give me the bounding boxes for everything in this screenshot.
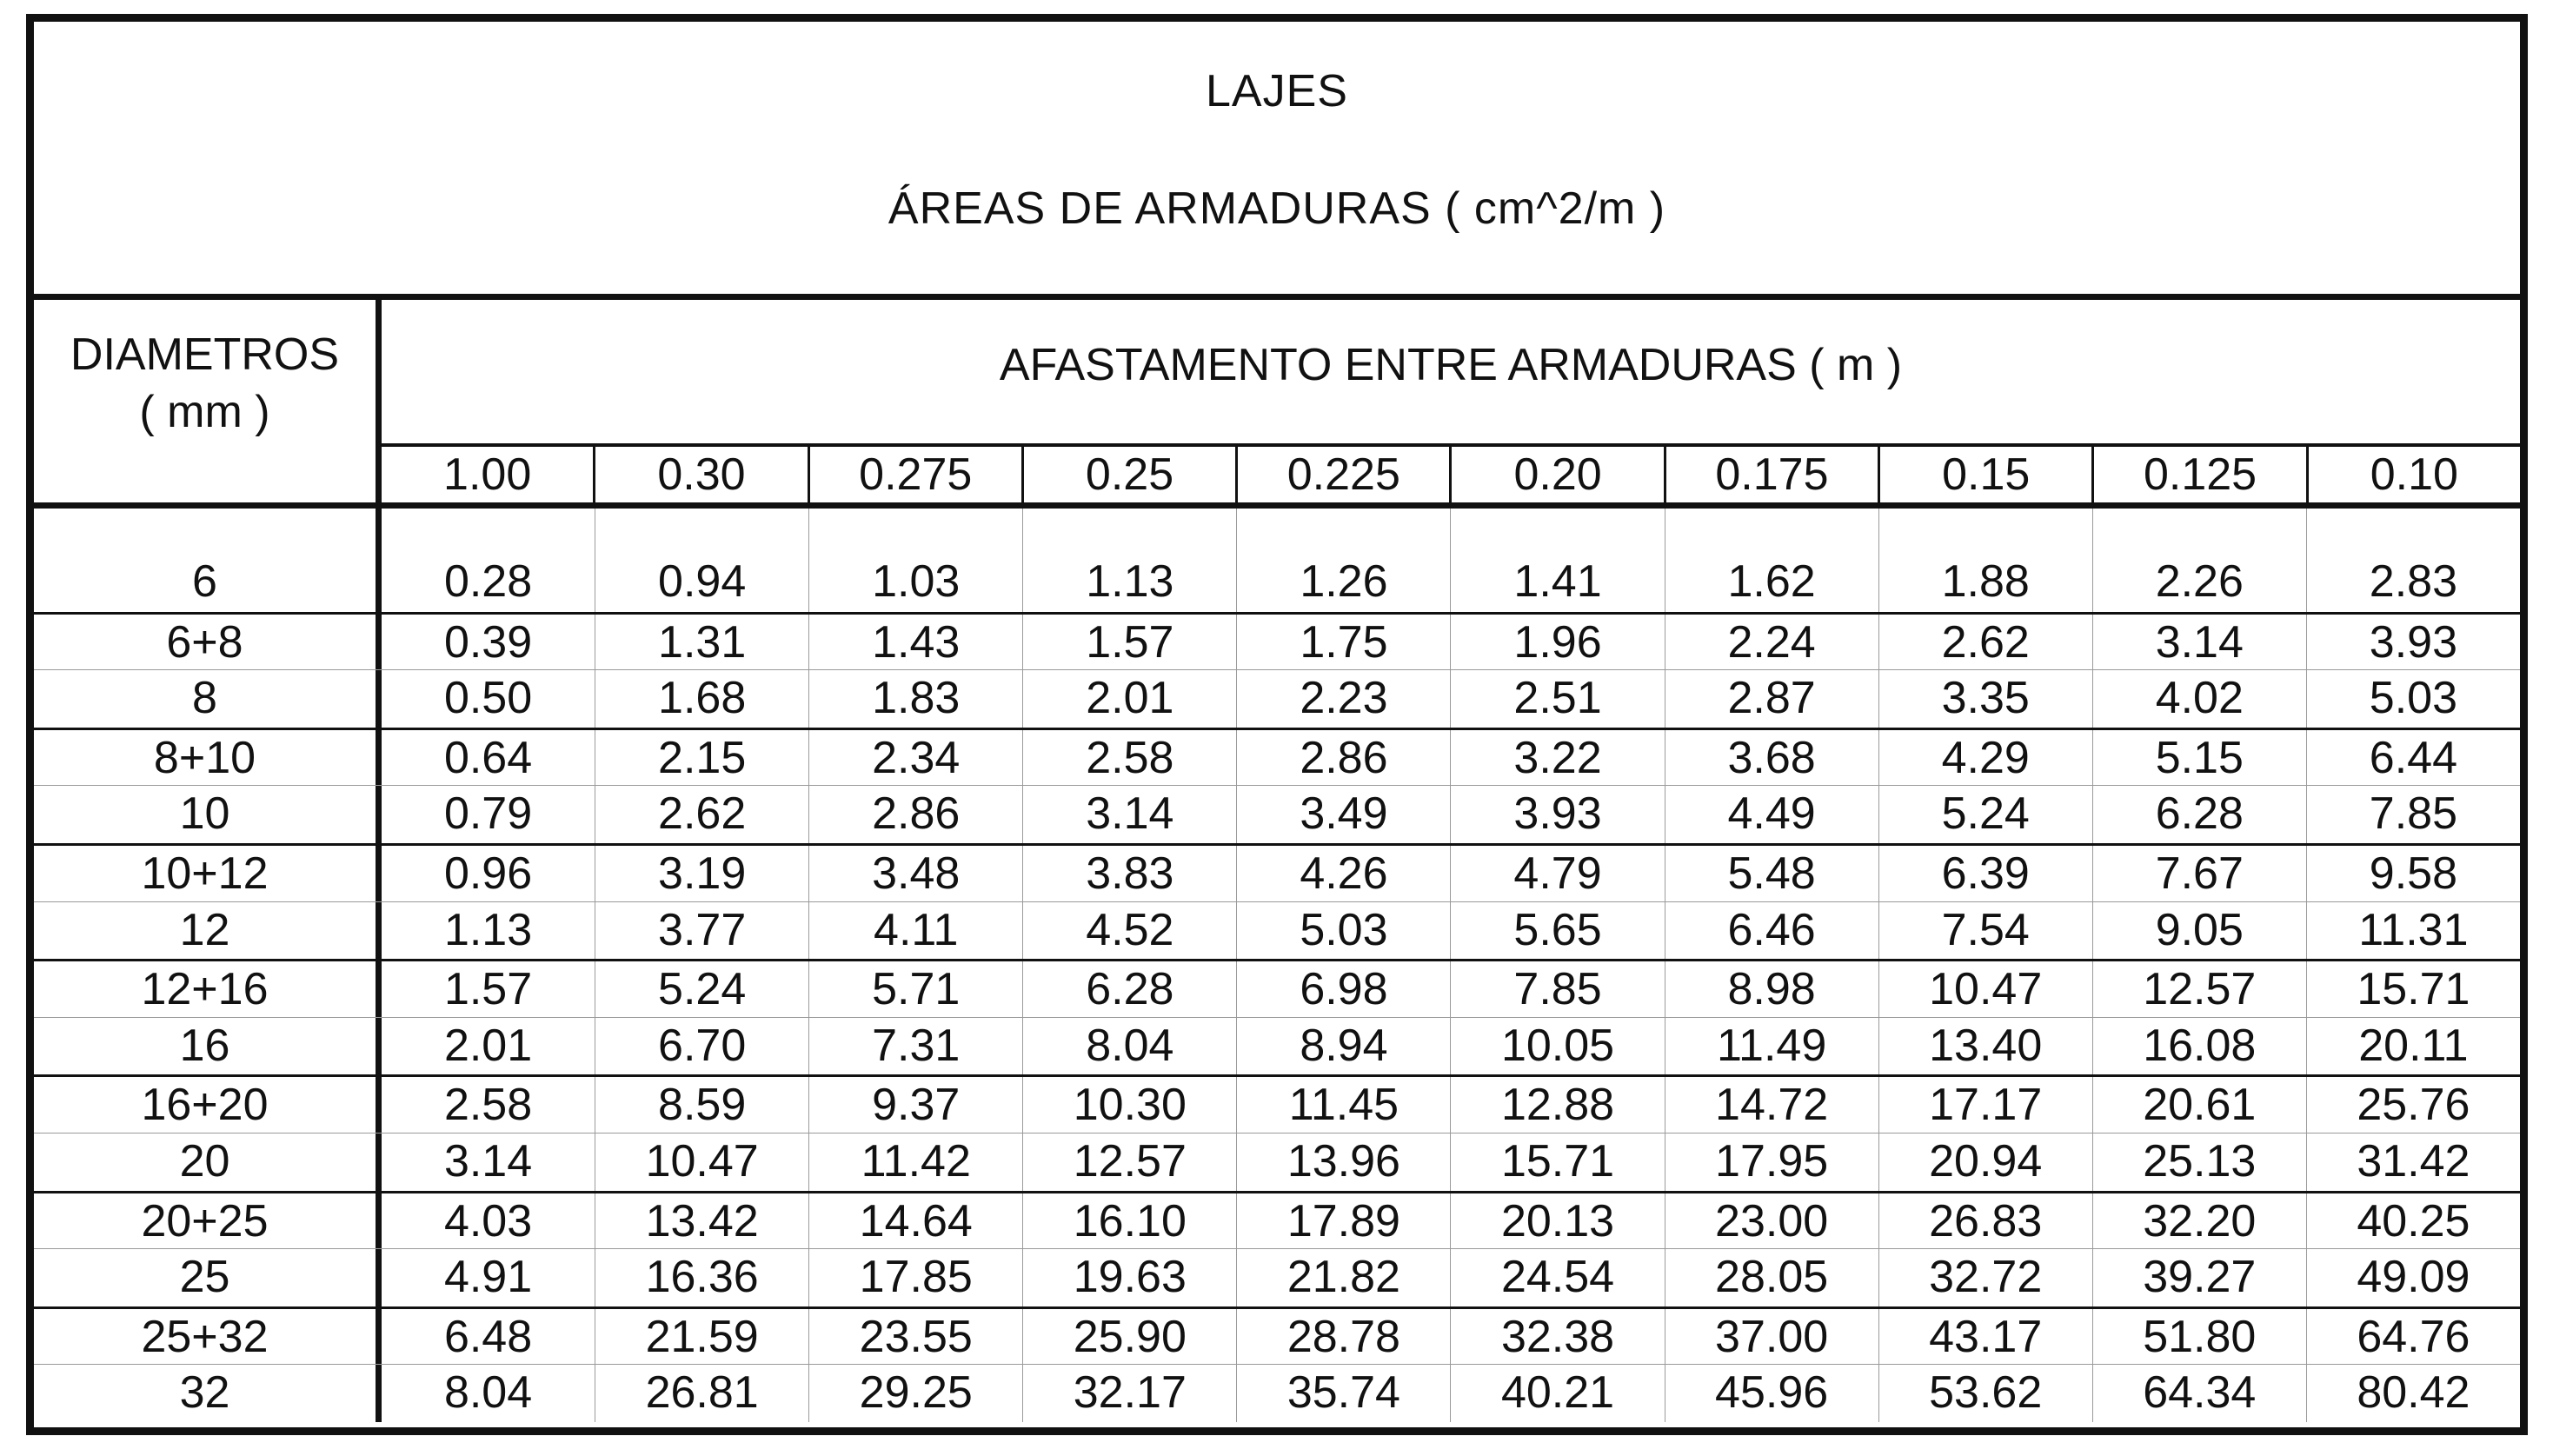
area-value-cell: 23.55 <box>808 1309 1022 1365</box>
reinforcement-area-table <box>26 14 2528 1435</box>
diameter-cell: 12+16 <box>34 961 382 1017</box>
area-value-cell: 32.20 <box>2092 1193 2306 1249</box>
area-value-cell: 14.64 <box>808 1193 1022 1249</box>
area-value-cell: 3.93 <box>2306 615 2520 670</box>
spacer-cell <box>2092 509 2306 554</box>
area-value-cell: 6.48 <box>443 1311 533 1362</box>
table-row <box>34 959 2520 1017</box>
table-row <box>34 901 2520 960</box>
table-body <box>34 509 2520 1422</box>
diameter-cell: 20+25 <box>34 1193 382 1249</box>
table-row <box>34 785 2520 843</box>
area-value-cell: 1.57 <box>443 964 533 1015</box>
area-value-cell: 1.68 <box>595 670 808 728</box>
area-value-cell: 7.54 <box>1878 902 2092 960</box>
area-value-cell: 10.05 <box>1450 1018 1664 1075</box>
diameter-cell: 10 <box>34 786 382 843</box>
area-value-cell: 0.96 <box>443 848 533 899</box>
area-value-cell: 20.61 <box>2092 1077 2306 1133</box>
area-value-cell: 49.09 <box>2306 1249 2520 1306</box>
area-value-cell: 11.45 <box>1236 1077 1450 1133</box>
area-value-cell: 25.76 <box>2306 1077 2520 1133</box>
area-value-cell: 2.15 <box>595 730 808 786</box>
area-value-cell: 13.42 <box>595 1193 808 1249</box>
spacer-cell <box>595 509 808 554</box>
area-value-cell: 3.48 <box>808 846 1022 901</box>
area-value-cell: 1.57 <box>1022 615 1236 670</box>
area-value-cell: 35.74 <box>1236 1365 1450 1422</box>
area-value-cell: 26.81 <box>595 1365 808 1422</box>
area-value-cell: 43.17 <box>1878 1309 2092 1365</box>
spacing-header-cell: 0.125 <box>2091 447 2305 502</box>
area-value-cell: 3.77 <box>595 902 808 960</box>
area-value-cell: 2.58 <box>1022 730 1236 786</box>
spacing-header-cell: 0.15 <box>1878 447 2091 502</box>
area-value-cell: 37.00 <box>1665 1309 1878 1365</box>
area-value-cell: 28.78 <box>1236 1309 1450 1365</box>
diameter-cell: 16 <box>34 1018 382 1075</box>
area-value-cell: 2.26 <box>2092 554 2306 612</box>
diameter-cell: 25+32 <box>34 1309 382 1365</box>
area-value-cell: 3.14 <box>2092 615 2306 670</box>
area-value-cell: 64.76 <box>2306 1309 2520 1365</box>
area-value-cell: 1.13 <box>443 904 533 955</box>
diameter-header-unit: ( mm ) <box>139 387 270 437</box>
area-value-cell: 6.28 <box>1022 961 1236 1017</box>
area-value-cell: 23.00 <box>1665 1193 1878 1249</box>
area-value-cell: 1.83 <box>808 670 1022 728</box>
table-row <box>34 1074 2520 1133</box>
area-value-cell: 8.04 <box>443 1367 533 1419</box>
diameter-cell: 12 <box>34 902 382 960</box>
area-value-cell: 2.86 <box>808 786 1022 843</box>
area-value-cell: 16.08 <box>2092 1018 2306 1075</box>
table-row <box>34 1017 2520 1075</box>
area-value-cell: 4.11 <box>808 902 1022 960</box>
area-value-cell: 2.62 <box>595 786 808 843</box>
spacer-cell <box>1450 509 1664 554</box>
area-value-cell: 6.98 <box>1236 961 1450 1017</box>
area-value-cell: 4.49 <box>1665 786 1878 843</box>
area-value-cell: 5.24 <box>595 961 808 1017</box>
diameter-cell: 6+8 <box>34 615 382 670</box>
area-value-cell: 16.10 <box>1022 1193 1236 1249</box>
area-value-cell: 14.72 <box>1665 1077 1878 1133</box>
area-value-cell: 2.58 <box>443 1080 533 1131</box>
area-value-cell: 6.39 <box>1878 846 2092 901</box>
area-value-cell: 80.42 <box>2306 1365 2520 1422</box>
area-value-cell: 1.26 <box>1236 554 1450 612</box>
area-value-cell: 45.96 <box>1665 1365 1878 1422</box>
area-value-cell: 3.93 <box>1450 786 1664 843</box>
area-value-cell: 2.24 <box>1665 615 1878 670</box>
area-value-cell: 40.25 <box>2306 1193 2520 1249</box>
area-value-cell: 1.43 <box>808 615 1022 670</box>
area-value-cell: 2.34 <box>808 730 1022 786</box>
table-row <box>34 728 2520 786</box>
area-value-cell: 19.63 <box>1022 1249 1236 1306</box>
area-value-cell: 1.31 <box>595 615 808 670</box>
area-value-cell: 2.23 <box>1236 670 1450 728</box>
area-value-cell: 24.54 <box>1450 1249 1664 1306</box>
area-value-cell: 5.24 <box>1878 786 2092 843</box>
spacing-header-cell: 0.275 <box>808 447 1021 502</box>
table-row <box>34 1248 2520 1306</box>
spacer-cell <box>34 509 382 554</box>
diameter-cell: 16+20 <box>34 1077 382 1133</box>
area-value-cell: 11.42 <box>808 1134 1022 1191</box>
area-value-cell: 4.02 <box>2092 670 2306 728</box>
area-value-cell: 12.57 <box>2092 961 2306 1017</box>
area-value-cell: 4.29 <box>1878 730 2092 786</box>
spacer-cell <box>382 509 595 554</box>
area-value-cell: 6.28 <box>2092 786 2306 843</box>
table-row <box>34 554 2520 612</box>
area-value-cell: 25.13 <box>2092 1134 2306 1191</box>
area-value-cell: 6.70 <box>595 1018 808 1075</box>
area-value-cell: 31.42 <box>2306 1134 2520 1191</box>
spacer-cell <box>808 509 1022 554</box>
diameter-cell: 6 <box>34 554 382 612</box>
diameter-cell: 8 <box>34 670 382 728</box>
area-value-cell: 10.47 <box>1878 961 2092 1017</box>
area-value-cell: 10.30 <box>1022 1077 1236 1133</box>
area-value-cell: 5.48 <box>1665 846 1878 901</box>
area-value-cell: 3.22 <box>1450 730 1664 786</box>
area-value-cell: 1.96 <box>1450 615 1664 670</box>
table-row <box>34 843 2520 901</box>
area-value-cell: 32.17 <box>1022 1365 1236 1422</box>
area-value-cell: 0.94 <box>595 554 808 612</box>
area-value-cell: 21.59 <box>595 1309 808 1365</box>
area-value-cell: 3.14 <box>443 1135 533 1187</box>
area-value-cell: 8.04 <box>1022 1018 1236 1075</box>
area-value-cell: 20.11 <box>2306 1018 2520 1075</box>
area-value-cell: 1.88 <box>1878 554 2092 612</box>
area-value-cell: 12.88 <box>1450 1077 1664 1133</box>
area-value-cell: 39.27 <box>2092 1249 2306 1306</box>
area-value-cell: 4.52 <box>1022 902 1236 960</box>
area-value-cell: 20.13 <box>1450 1193 1664 1249</box>
area-value-cell: 5.03 <box>2306 670 2520 728</box>
area-value-cell: 1.62 <box>1665 554 1878 612</box>
area-value-cell: 7.31 <box>808 1018 1022 1075</box>
area-value-cell: 5.15 <box>2092 730 2306 786</box>
area-value-cell: 2.87 <box>1665 670 1878 728</box>
area-value-cell: 5.65 <box>1450 902 1664 960</box>
area-value-cell: 3.49 <box>1236 786 1450 843</box>
area-value-cell: 11.49 <box>1665 1018 1878 1075</box>
area-value-cell: 15.71 <box>2306 961 2520 1017</box>
area-value-cell: 8.94 <box>1236 1018 1450 1075</box>
diameter-column-header <box>34 300 382 509</box>
table-row <box>34 669 2520 728</box>
spacing-header-cell: 0.25 <box>1021 447 1235 502</box>
spacing-header-cell: 1.00 <box>443 449 532 500</box>
area-value-cell: 13.40 <box>1878 1018 2092 1075</box>
spacer-cell <box>1878 509 2092 554</box>
area-value-cell: 2.62 <box>1878 615 2092 670</box>
area-value-cell: 0.28 <box>443 556 533 607</box>
area-value-cell: 51.80 <box>2092 1309 2306 1365</box>
area-value-cell: 1.75 <box>1236 615 1450 670</box>
spacer-cell <box>2306 509 2520 554</box>
area-value-cell: 6.44 <box>2306 730 2520 786</box>
area-value-cell: 25.90 <box>1022 1309 1236 1365</box>
area-value-cell: 1.03 <box>808 554 1022 612</box>
area-value-cell: 0.50 <box>443 673 533 724</box>
spacing-header-row <box>382 443 2520 509</box>
area-value-cell: 2.86 <box>1236 730 1450 786</box>
spacing-header-cell: 0.10 <box>2306 447 2520 502</box>
area-value-cell: 17.17 <box>1878 1077 2092 1133</box>
area-value-cell: 7.85 <box>2306 786 2520 843</box>
area-value-cell: 1.13 <box>1022 554 1236 612</box>
area-value-cell: 1.41 <box>1450 554 1664 612</box>
area-value-cell: 4.03 <box>443 1195 533 1247</box>
table-row <box>34 612 2520 670</box>
area-value-cell: 8.98 <box>1665 961 1878 1017</box>
table-row <box>34 1364 2520 1422</box>
area-value-cell: 3.14 <box>1022 786 1236 843</box>
area-value-cell: 2.01 <box>1022 670 1236 728</box>
area-value-cell: 5.03 <box>1236 902 1450 960</box>
area-value-cell: 4.91 <box>443 1252 533 1303</box>
area-value-cell: 29.25 <box>808 1365 1022 1422</box>
area-value-cell: 11.31 <box>2306 902 2520 960</box>
spacing-header-cell: 0.225 <box>1235 447 1449 502</box>
title-block <box>34 22 2520 300</box>
area-value-cell: 4.26 <box>1236 846 1450 901</box>
diameter-cell: 20 <box>34 1134 382 1191</box>
area-value-cell: 7.67 <box>2092 846 2306 901</box>
spacing-header-cell: 0.175 <box>1664 447 1878 502</box>
table-row <box>34 1133 2520 1191</box>
area-value-cell: 12.57 <box>1022 1134 1236 1191</box>
area-value-cell: 9.37 <box>808 1077 1022 1133</box>
area-value-cell: 13.96 <box>1236 1134 1450 1191</box>
area-value-cell: 3.83 <box>1022 846 1236 901</box>
diameter-cell: 32 <box>34 1365 382 1422</box>
area-value-cell: 64.34 <box>2092 1365 2306 1422</box>
area-value-cell: 17.85 <box>808 1249 1022 1306</box>
area-value-cell: 0.64 <box>443 732 533 783</box>
area-value-cell: 2.01 <box>443 1020 533 1071</box>
table-row <box>34 1191 2520 1249</box>
area-value-cell: 28.05 <box>1665 1249 1878 1306</box>
area-value-cell: 0.79 <box>443 788 533 840</box>
area-value-cell: 3.19 <box>595 846 808 901</box>
diameter-cell: 10+12 <box>34 846 382 901</box>
area-value-cell: 2.51 <box>1450 670 1664 728</box>
diameter-cell: 25 <box>34 1249 382 1306</box>
area-value-cell: 26.83 <box>1878 1193 2092 1249</box>
area-value-cell: 0.39 <box>443 616 533 668</box>
area-value-cell: 10.47 <box>595 1134 808 1191</box>
spacing-header-cell: 0.20 <box>1449 447 1663 502</box>
spacer-cell <box>1665 509 1878 554</box>
spacer-cell <box>1022 509 1236 554</box>
diameter-cell: 8+10 <box>34 730 382 786</box>
table-row <box>34 1306 2520 1365</box>
area-value-cell: 17.95 <box>1665 1134 1878 1191</box>
spacing-header-cell: 0.30 <box>593 447 807 502</box>
area-value-cell: 3.68 <box>1665 730 1878 786</box>
area-value-cell: 15.71 <box>1450 1134 1664 1191</box>
area-value-cell: 7.85 <box>1450 961 1664 1017</box>
spacing-group-header: AFASTAMENTO ENTRE ARMADURAS ( m ) <box>999 340 1903 390</box>
area-value-cell: 2.83 <box>2306 554 2520 612</box>
area-value-cell: 32.72 <box>1878 1249 2092 1306</box>
area-value-cell: 32.38 <box>1450 1309 1664 1365</box>
area-value-cell: 5.71 <box>808 961 1022 1017</box>
area-value-cell: 3.35 <box>1878 670 2092 728</box>
area-value-cell: 17.89 <box>1236 1193 1450 1249</box>
spacer-row <box>34 509 2520 554</box>
area-value-cell: 40.21 <box>1450 1365 1664 1422</box>
area-value-cell: 8.59 <box>595 1077 808 1133</box>
spacer-cell <box>1236 509 1450 554</box>
table-subtitle: ÁREAS DE ARMADURAS ( cm^2/m ) <box>888 183 1666 234</box>
table-title: LAJES <box>1206 66 1348 116</box>
area-value-cell: 9.05 <box>2092 902 2306 960</box>
area-value-cell: 16.36 <box>595 1249 808 1306</box>
area-value-cell: 53.62 <box>1878 1365 2092 1422</box>
area-value-cell: 20.94 <box>1878 1134 2092 1191</box>
area-value-cell: 9.58 <box>2306 846 2520 901</box>
area-value-cell: 4.79 <box>1450 846 1664 901</box>
area-value-cell: 21.82 <box>1236 1249 1450 1306</box>
diameter-header-label: DIAMETROS <box>70 329 340 380</box>
area-value-cell: 6.46 <box>1665 902 1878 960</box>
